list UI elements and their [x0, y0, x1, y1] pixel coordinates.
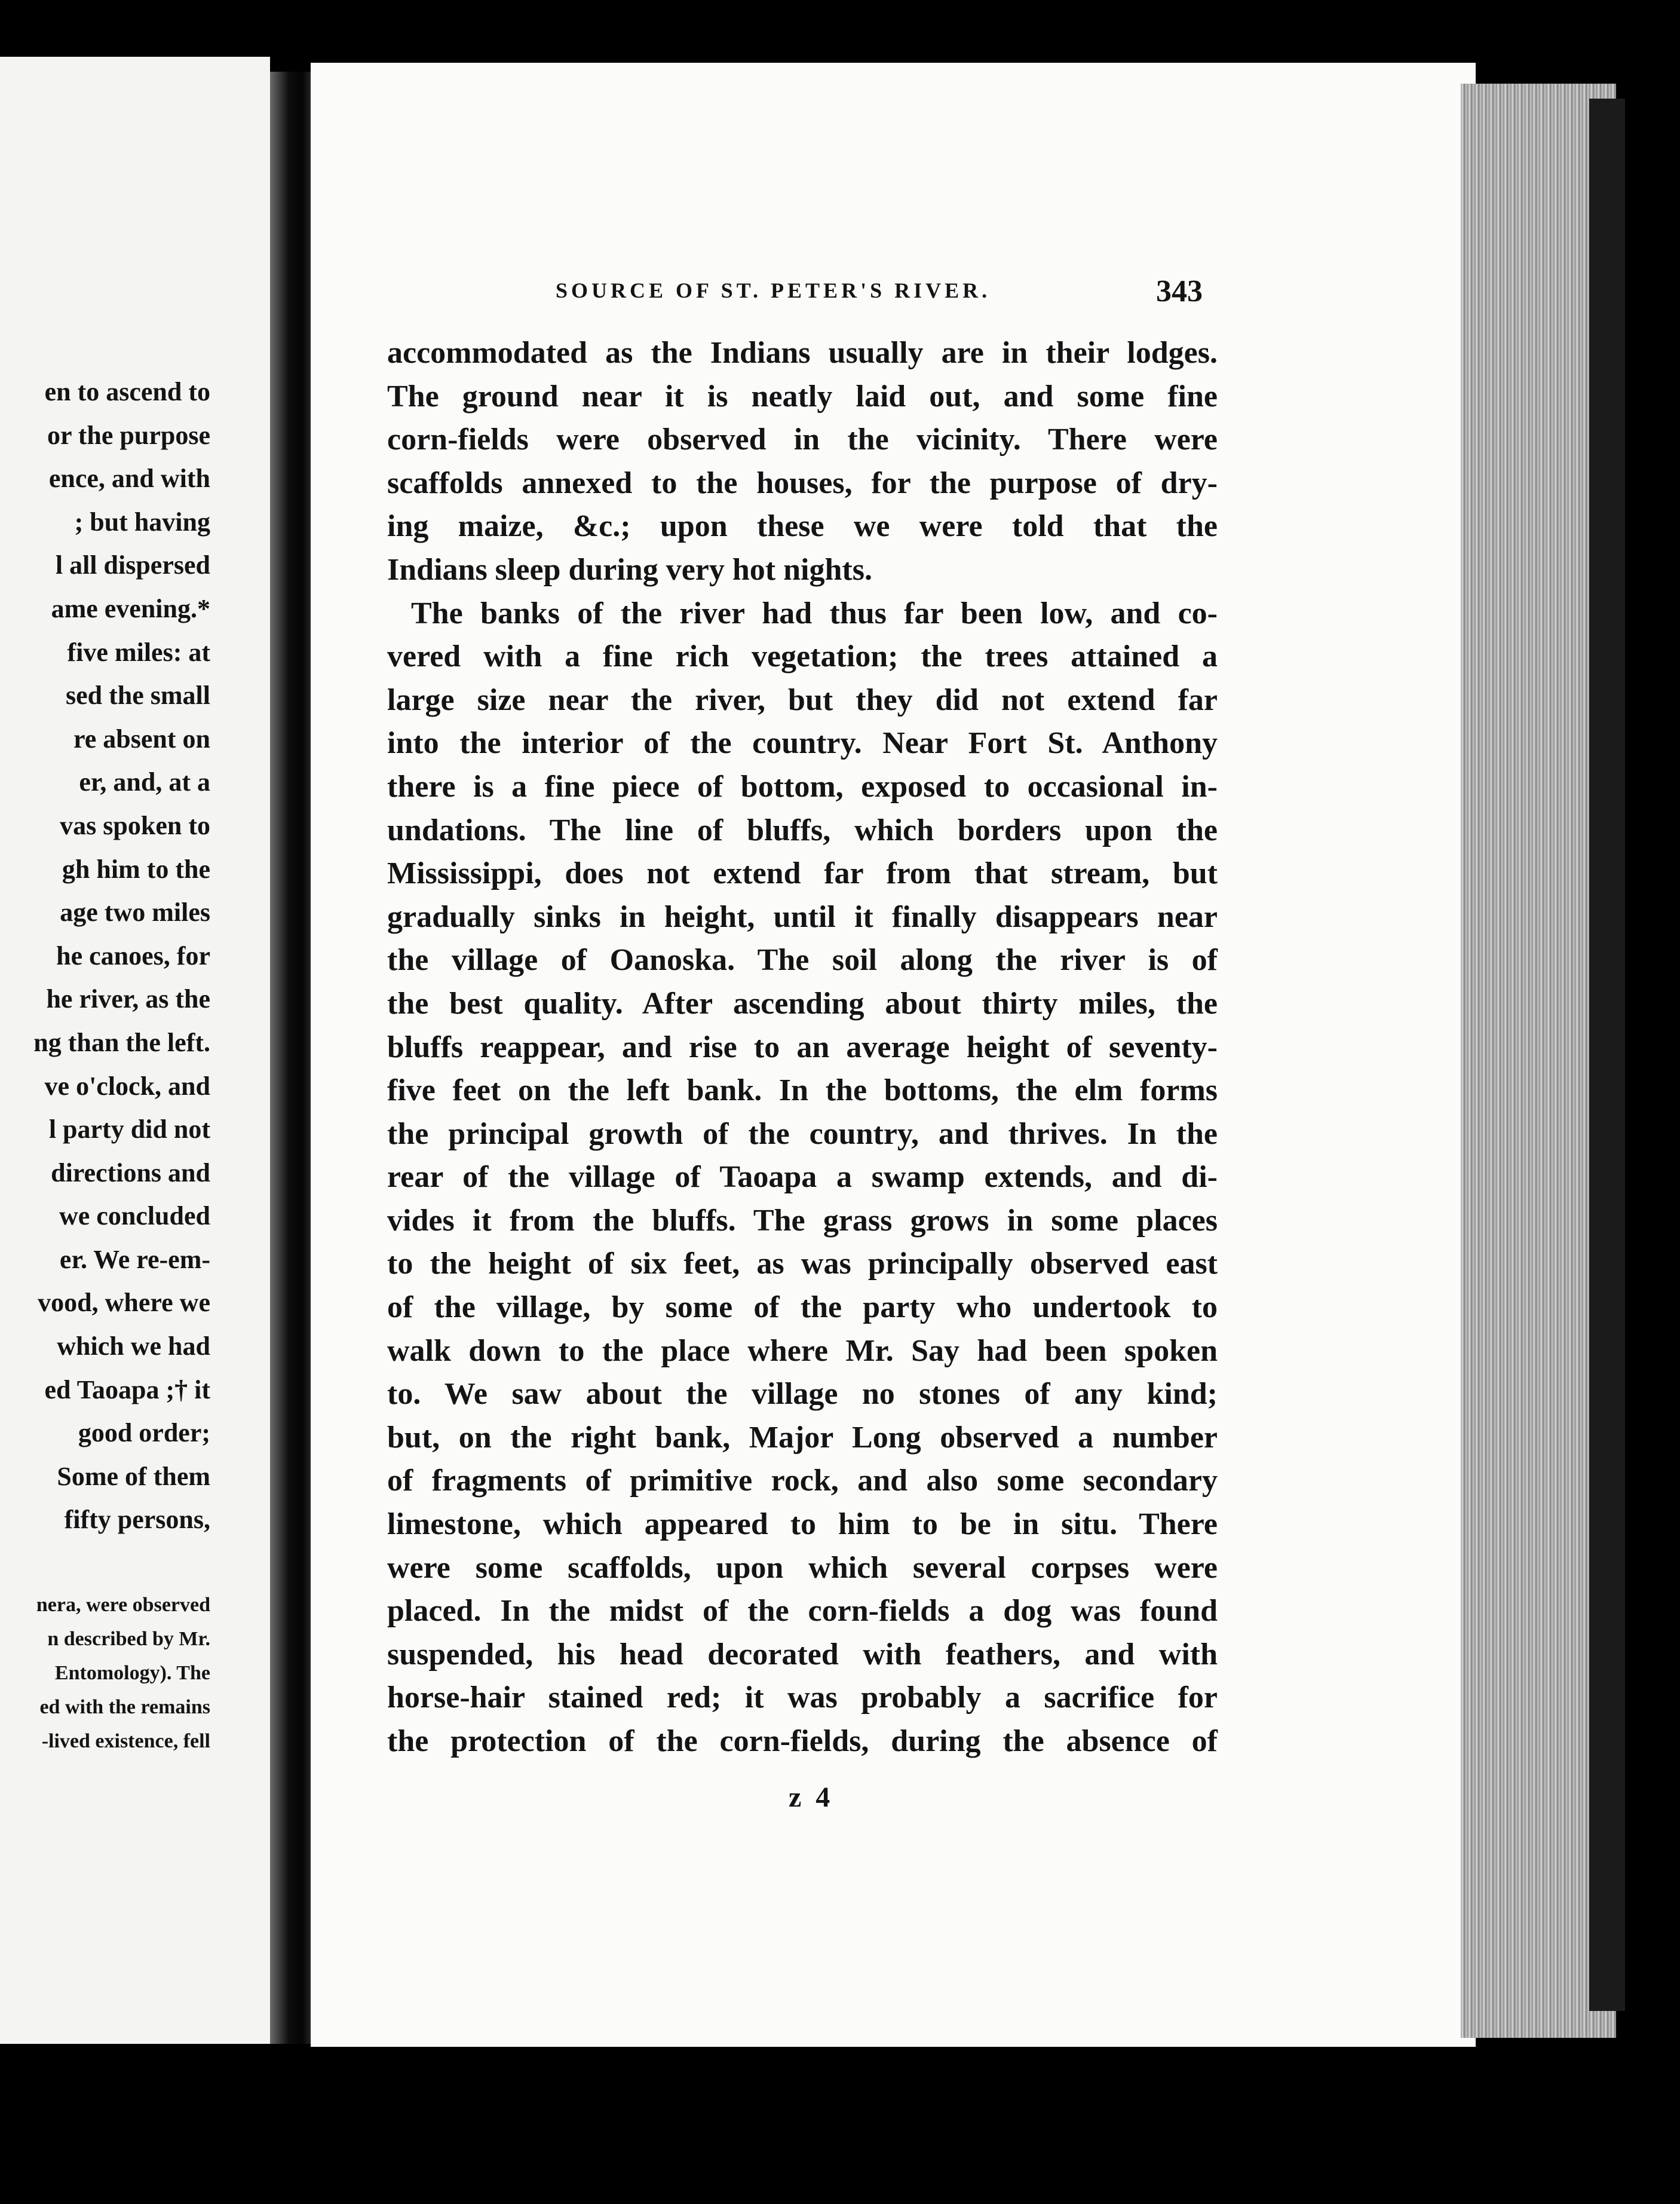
text-line: Some of them — [57, 1461, 210, 1491]
text-line: ng than the left. — [33, 1027, 210, 1057]
footnote-line: -lived existence, fell — [41, 1730, 210, 1752]
text-line: gradually sinks in height, until it finally disappears near — [387, 899, 1218, 934]
body-text — [387, 332, 1218, 1764]
text-line: ed Taoapa ;† it — [44, 1375, 210, 1404]
text-line: re absent on — [73, 724, 210, 754]
text-line: but, on the right bank, Major Long observed a number — [387, 1420, 1218, 1455]
signature-mark: z 4 — [789, 1781, 834, 1813]
left-page — [0, 57, 270, 2044]
text-line: undations. The line of bluffs, which borders upon the — [387, 813, 1218, 847]
text-line: rear of the village of Taoapa a swamp extends, and di- — [387, 1160, 1218, 1195]
text-line: the village of Oanoska. The soil along the river is of — [387, 943, 1218, 978]
text-line: to the height of six feet, as was principally observed east — [387, 1247, 1218, 1281]
text-line: ence, and with — [48, 464, 210, 494]
text-line: vas spoken to — [60, 810, 210, 840]
text-line: scaffolds annexed to the houses, for the purpose of dry- — [387, 466, 1218, 500]
text-line: vered with a fine rich vegetation; the trees attained a — [387, 639, 1218, 674]
text-line: Indians sleep during very hot nights. — [387, 552, 872, 587]
text-line: were some scaffolds, upon which several corpses were — [387, 1550, 1218, 1585]
text-line: er. We re-em- — [59, 1244, 210, 1274]
text-line: which we had — [57, 1331, 210, 1361]
text-line: five feet on the left bank. In the bottoms, the elm forms — [387, 1073, 1218, 1108]
text-line: vood, where we — [38, 1288, 210, 1318]
text-line: l all dispersed — [55, 550, 210, 580]
text-line: ve o'clock, and — [44, 1071, 210, 1101]
text-line: vides it from the bluffs. The grass grows in some places — [387, 1203, 1218, 1238]
text-line: The banks of the river had thus far been low, and co- — [411, 596, 1218, 630]
text-line: he river, as the — [46, 984, 210, 1014]
text-line: there is a fine piece of bottom, exposed to occasional in- — [387, 769, 1218, 804]
page-number: 343 — [1156, 274, 1203, 308]
text-line: sed the small — [66, 681, 210, 711]
text-line: into the interior of the country. Near Fort St. Anthony — [387, 726, 1218, 761]
text-line: good order; — [78, 1418, 210, 1448]
text-line: The ground near it is neatly laid out, and some fine — [387, 379, 1218, 414]
footnote-line: nera, were observed — [36, 1594, 210, 1616]
text-line: five miles: at — [67, 637, 210, 667]
text-line: bluffs reappear, and rise to an average height of seventy- — [387, 1030, 1218, 1064]
text-line: Mississippi, does not extend far from that stream, but — [387, 856, 1218, 891]
text-line: of fragments of primitive rock, and also some secondary — [387, 1464, 1218, 1498]
text-line: age two miles — [60, 898, 210, 927]
left-page-footnotes — [0, 1588, 210, 1758]
text-line: corn-fields were observed in the vicinity. There were — [387, 423, 1218, 457]
footnote-line: ed with the remains — [39, 1696, 210, 1718]
text-line: er, and, at a — [79, 767, 210, 797]
footnote-line: Entomology). The — [54, 1662, 210, 1684]
footnote-line: n described by Mr. — [47, 1628, 210, 1650]
text-line: we concluded — [59, 1201, 210, 1231]
text-line: the best quality. After ascending about thirty miles, the — [387, 986, 1218, 1021]
text-line: ing maize, &c.; upon these we were told that the — [387, 509, 1218, 544]
text-line: accommodated as the Indians usually are in their lodges. — [387, 336, 1218, 370]
text-line: gh him to the — [62, 854, 210, 884]
text-line: en to ascend to — [44, 377, 210, 406]
text-line: to. We saw about the village no stones of any kind; — [387, 1377, 1218, 1412]
text-line: the principal growth of the country, and thrives. In the — [387, 1116, 1218, 1151]
text-line: the protection of the corn-fields, during the absence of — [387, 1724, 1218, 1758]
book-edge-shadow — [1589, 99, 1625, 2011]
text-line: ; but having — [74, 507, 210, 537]
text-line: walk down to the place where Mr. Say had been spoken — [387, 1333, 1218, 1368]
text-line: suspended, his head decorated with feathers, and with — [387, 1637, 1218, 1672]
text-line: placed. In the midst of the corn-fields a dog was found — [387, 1594, 1218, 1628]
text-line: he canoes, for — [56, 941, 210, 971]
running-head: SOURCE OF ST. PETER'S RIVER. — [556, 278, 991, 302]
text-line: fifty persons, — [64, 1505, 210, 1535]
text-line: l party did not — [48, 1115, 210, 1144]
text-line: large size near the river, but they did not extend far — [387, 682, 1218, 717]
text-line: limestone, which appeared to him to be in situ. There — [387, 1507, 1218, 1542]
text-line: of the village, by some of the party who undertook to — [387, 1290, 1218, 1325]
text-line: or the purpose — [47, 420, 210, 450]
left-page-text — [0, 371, 210, 1542]
text-line: directions and — [51, 1158, 210, 1187]
text-line: horse-hair stained red; it was probably a sacrifice for — [387, 1680, 1218, 1715]
text-line: ame evening.* — [51, 593, 210, 623]
